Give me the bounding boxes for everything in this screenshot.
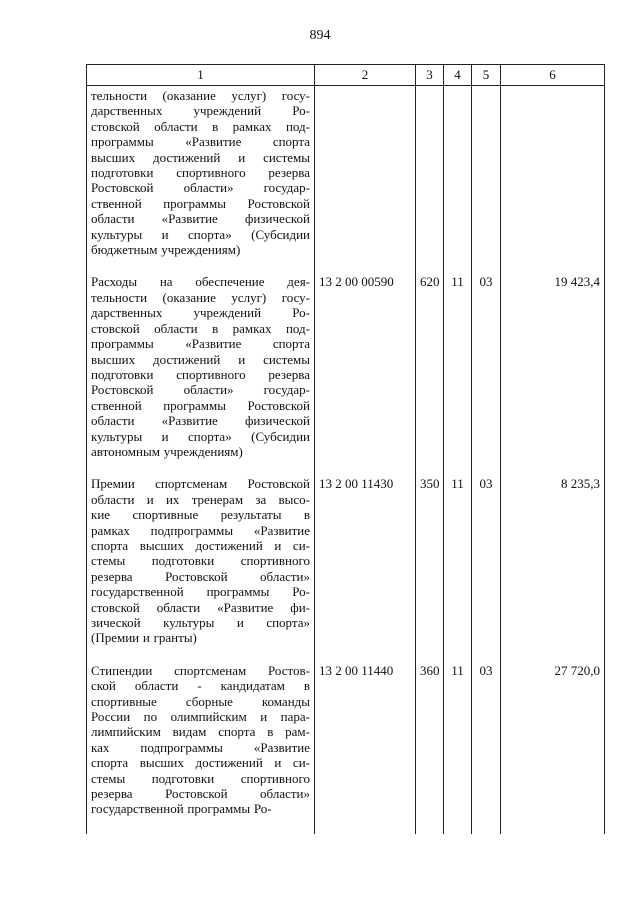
description-line: культуры и спорта» (Субсидии xyxy=(91,226,310,242)
description-line: тельности (оказание услуг) госу- xyxy=(91,289,310,305)
description-line: спорта высших достижений и си- xyxy=(91,537,310,553)
description-line: государственной программы Ро- xyxy=(91,584,310,600)
description-line: высших достижений и системы xyxy=(91,149,310,165)
description-line: рамках подпрограммы «Развитие xyxy=(91,522,310,538)
description-line: области «Развитие физической xyxy=(91,413,310,429)
column-header-4: 4 xyxy=(444,65,472,86)
description-line: подготовки спортивного резерва xyxy=(91,165,310,181)
table-row xyxy=(87,86,605,275)
description-line: тельности (оказание услуг) госу- xyxy=(91,88,310,103)
target-article-code xyxy=(315,86,416,275)
description-line: Ростовской области» государ- xyxy=(91,382,310,398)
expense-type-code: 620 xyxy=(416,274,444,476)
description-line: дарственных учреждений Ро- xyxy=(91,103,310,119)
target-article-code: 13 2 00 11440 xyxy=(315,663,416,834)
amount-value xyxy=(501,86,605,275)
budget-table xyxy=(86,64,605,834)
column-header-5: 5 xyxy=(472,65,501,86)
expense-description xyxy=(87,274,315,476)
description-line: России по олимпийским и пара- xyxy=(91,709,310,725)
section-code: 11 xyxy=(444,663,472,834)
expense-type-code xyxy=(416,86,444,275)
expense-description xyxy=(87,663,315,834)
expense-description xyxy=(87,86,315,275)
column-header-6: 6 xyxy=(501,65,605,86)
expense-type-code: 350 xyxy=(416,476,444,662)
description-line: зической культуры и спорта» xyxy=(91,615,310,630)
description-line: резерва Ростовской области» xyxy=(91,786,310,802)
description-line: спортивные сборные команды xyxy=(91,693,310,709)
section-code xyxy=(444,86,472,275)
description-line: резерва Ростовской области» xyxy=(91,568,310,584)
description-line: автономным учреждениям) xyxy=(91,443,243,459)
description-line: подготовки спортивного резерва xyxy=(91,366,310,382)
subsection-code: 03 xyxy=(472,663,501,834)
section-code: 11 xyxy=(444,476,472,662)
expense-type-code: 360 xyxy=(416,663,444,834)
description-line: стовской области «Развитие фи- xyxy=(91,599,310,615)
description-line: стемы подготовки спортивного xyxy=(91,770,310,786)
amount-value: 8 235,3 xyxy=(501,476,605,662)
description-line: высших достижений и системы xyxy=(91,351,310,367)
column-header-1: 1 xyxy=(87,65,315,86)
table-row xyxy=(87,274,605,476)
column-header-2: 2 xyxy=(315,65,416,86)
table-row xyxy=(87,663,605,834)
description-line: спорта высших достижений и си- xyxy=(91,755,310,771)
description-line: дарственных учреждений Ро- xyxy=(91,305,310,321)
description-line: стовской области в рамках под- xyxy=(91,118,310,134)
subsection-code: 03 xyxy=(472,274,501,476)
table-row xyxy=(87,476,605,662)
section-code: 11 xyxy=(444,274,472,476)
page-number: 894 xyxy=(309,28,331,43)
target-article-code: 13 2 00 00590 xyxy=(315,274,416,476)
description-line: стемы подготовки спортивного xyxy=(91,553,310,569)
description-line: лимпийским видам спорта в рам- xyxy=(91,724,310,740)
description-line: Стипендии спортсменам Ростов- xyxy=(91,662,310,678)
subsection-code xyxy=(472,86,501,275)
description-line: ках подпрограммы «Развитие xyxy=(91,739,310,755)
description-line: Премии спортсменам Ростовской xyxy=(91,476,310,492)
expense-description xyxy=(87,476,315,662)
column-header-3: 3 xyxy=(416,65,444,86)
subsection-code: 03 xyxy=(472,476,501,662)
target-article-code: 13 2 00 11430 xyxy=(315,476,416,662)
description-line: Расходы на обеспечение дея- xyxy=(91,274,310,290)
description-line: культуры и спорта» (Субсидии xyxy=(91,428,310,444)
amount-value: 27 720,0 xyxy=(501,663,605,834)
description-line: области и их тренерам за высо- xyxy=(91,491,310,507)
description-line: ственной программы Ростовской xyxy=(91,397,310,413)
description-line: стовской области в рамках под- xyxy=(91,320,310,336)
description-line: Ростовской области» государ- xyxy=(91,180,310,196)
description-line: кие спортивные результаты в xyxy=(91,507,310,523)
description-line: программы «Развитие спорта xyxy=(91,336,310,352)
description-line: ственной программы Ростовской xyxy=(91,195,310,211)
description-line: бюджетным учреждениям) xyxy=(91,242,241,258)
description-line: ской области - кандидатам в xyxy=(91,678,310,694)
description-line: государственной программы Ро- xyxy=(91,801,272,817)
description-line: программы «Развитие спорта xyxy=(91,134,310,150)
table-header xyxy=(87,65,605,86)
table-body xyxy=(87,86,605,834)
description-line: (Премии и гранты) xyxy=(91,630,197,646)
description-line: области «Развитие физической xyxy=(91,211,310,227)
amount-value: 19 423,4 xyxy=(501,274,605,476)
